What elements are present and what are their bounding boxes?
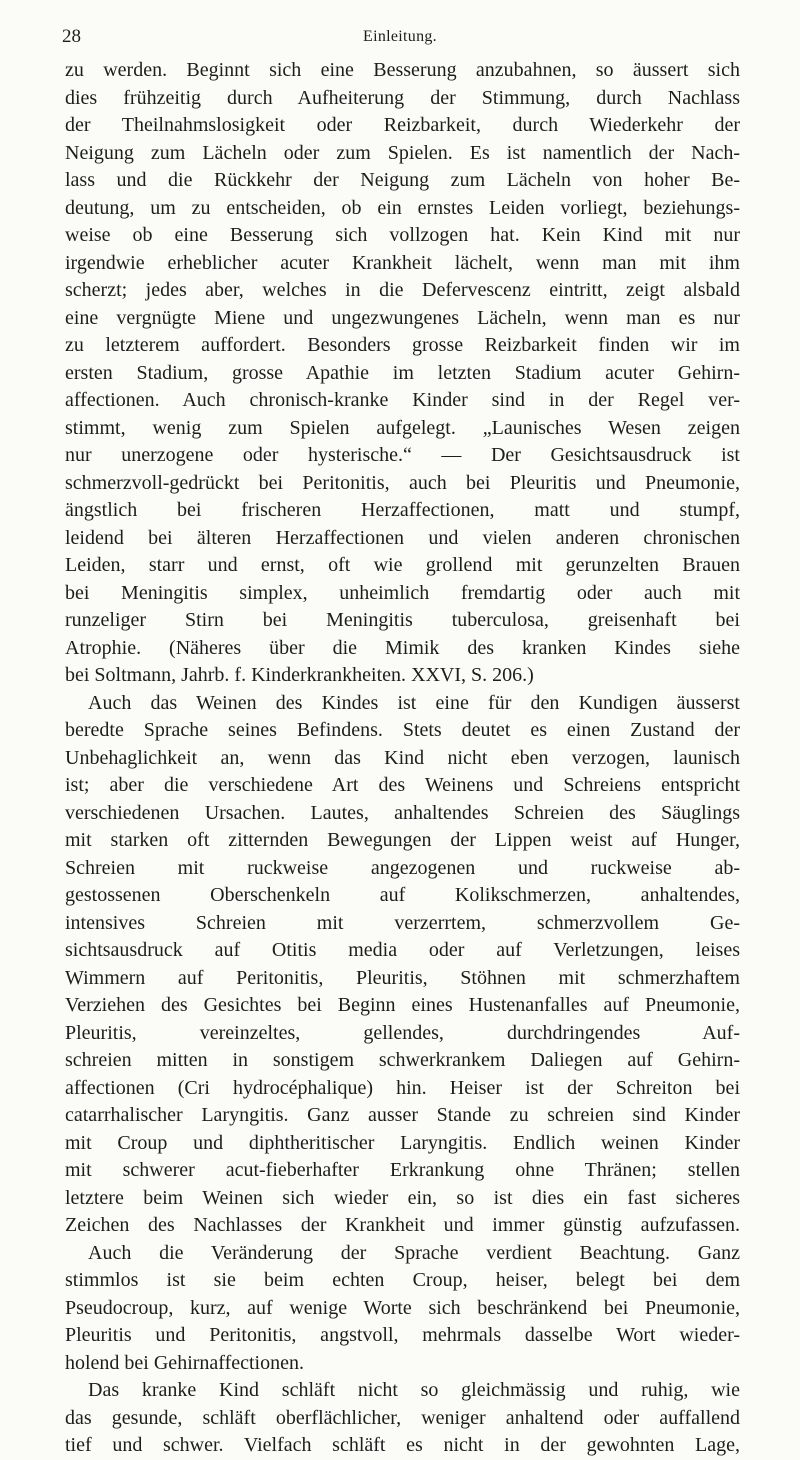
text-line: catarrhalischer Laryngitis. Ganz ausser Stande zu schreien sind Kinder (65, 1104, 740, 1126)
text-line: das gesunde, schläft oberflächlicher, weniger anhaltend oder auffallend (65, 1406, 740, 1429)
text-line: Wimmern auf Peritonitis, Pleuritis, Stöhnen mit schmerzhaftem (65, 966, 740, 989)
text-line: gestossenen Oberschenkeln auf Kolikschmerzen, anhaltendes, (65, 884, 740, 906)
text-line: Neigung zum Lächeln oder zum Spielen. Es ist namentlich der Nach- (65, 141, 740, 164)
text-line: affectionen. Auch chronisch-kranke Kinder sind in der Regel ver- (65, 389, 740, 411)
text-line: tief und schwer. Vielfach schläft es nicht in der gewohnten Lage, (65, 1434, 740, 1456)
text-line: Auch die Veränderung der Sprache verdient Beachtung. Ganz (88, 1241, 740, 1264)
text-line: zu werden. Beginnt sich eine Besserung anzubahnen, so äussert sich (65, 59, 740, 81)
text-line: ängstlich bei frischeren Herzaffectionen, matt und stumpf, (65, 499, 740, 521)
text-line: eine vergnügte Miene und ungezwungenes Lächeln, wenn man es nur (65, 306, 740, 329)
text-line: stimmt, wenig zum Spielen aufgelegt. „Launisches Wesen zeigen (65, 416, 740, 439)
page-number: 28 (62, 26, 81, 47)
text-line: letztere beim Weinen sich wieder ein, so ist dies ein fast sicheres (65, 1186, 740, 1209)
text-line: beredte Sprache seines Befindens. Stets deutet es einen Zustand der (65, 719, 740, 741)
text-line: verschiedenen Ursachen. Lautes, anhaltendes Schreien des Säuglings (65, 801, 740, 824)
text-line: runzeliger Stirn bei Meningitis tuberculosa, greisenhaft bei (65, 609, 740, 631)
text-line: mit Croup und diphtheritischer Laryngitis. Endlich weinen Kinder (65, 1131, 740, 1154)
text-line: mit schwerer acut-fieberhafter Erkrankung ohne Thränen; stellen (65, 1159, 740, 1181)
text-line: Schreien mit ruckweise angezogenen und ruckweise ab- (65, 856, 740, 879)
text-line: dies frühzeitig durch Aufheiterung der Stimmung, durch Nachlass (65, 86, 740, 109)
text-line: ist; aber die verschiedene Art des Weinens und Schreiens entspricht (65, 774, 740, 796)
text-line: Leiden, starr und ernst, oft wie grollend mit gerunzelten Brauen (65, 554, 740, 576)
running-head: Einleitung. (363, 28, 437, 45)
text-line: affectionen (Cri hydrocéphalique) hin. Heiser ist der Schreiton bei (65, 1076, 740, 1099)
text-line: der Theilnahmslosigkeit oder Reizbarkeit, durch Wiederkehr der (65, 114, 740, 136)
text-line: Pleuritis, vereinzeltes, gellendes, durchdringendes Auf- (65, 1021, 740, 1044)
text-line: Atrophie. (Näheres über die Mimik des kranken Kindes siehe (65, 636, 740, 659)
text-line: scherzt; jedes aber, welches in die Defervescenz eintritt, zeigt alsbald (65, 279, 740, 301)
text-line: Pleuritis und Peritonitis, angstvoll, mehrmals dasselbe Wort wieder- (65, 1324, 740, 1346)
text-line: zu letzterem auffordert. Besonders grosse Reizbarkeit finden wir im (65, 334, 740, 356)
text-line: leidend bei älteren Herzaffectionen und vielen anderen chronischen (65, 526, 740, 549)
text-line: Zeichen des Nachlasses der Krankheit und immer günstig aufzufassen. (65, 1214, 740, 1236)
text-line: mit starken oft zitternden Bewegungen der Lippen weist auf Hunger, (65, 829, 740, 851)
text-line: Unbehaglichkeit an, wenn das Kind nicht eben verzogen, launisch (65, 746, 740, 769)
text-line: lass und die Rückkehr der Neigung zum Lächeln von hoher Be- (65, 169, 740, 191)
text-line: weise ob eine Besserung sich vollzogen hat. Kein Kind mit nur (65, 224, 740, 246)
text-line: Verziehen des Gesichtes bei Beginn eines Hustenanfalles auf Pneumonie, (65, 994, 740, 1016)
text-line: sichtsausdruck auf Otitis media oder auf Verletzungen, leises (65, 939, 740, 961)
page-header (62, 26, 738, 52)
text-line: ersten Stadium, grosse Apathie im letzten Stadium acuter Gehirn- (65, 361, 740, 384)
text-line: intensives Schreien mit verzerrtem, schmerzvollem Ge- (65, 911, 740, 934)
body-text (65, 57, 740, 1460)
text-line: bei Meningitis simplex, unheimlich fremdartig oder auch mit (65, 581, 740, 604)
text-line: Pseudocroup, kurz, auf wenige Worte sich beschränkend bei Pneumonie, (65, 1296, 740, 1319)
text-line: bei Soltmann, Jahrb. f. Kinderkrankheiten. XXVI, S. 206.) (65, 664, 534, 686)
text-line: deutung, um zu entscheiden, ob ein ernstes Leiden vorliegt, beziehungs- (65, 196, 740, 219)
text-line: holend bei Gehirnaffectionen. (65, 1351, 304, 1374)
text-line: Das kranke Kind schläft nicht so gleichmässig und ruhig, wie (88, 1379, 740, 1401)
text-line: irgendwie erheblicher acuter Krankheit lächelt, wenn man mit ihm (65, 251, 740, 274)
text-line: schmerzvoll-gedrückt bei Peritonitis, auch bei Pleuritis und Pneumonie, (65, 471, 740, 494)
text-line: schreien mitten in sonstigem schwerkrankem Daliegen auf Gehirn- (65, 1049, 740, 1071)
text-line: stimmlos ist sie beim echten Croup, heiser, belegt bei dem (65, 1269, 740, 1291)
text-line: nur unerzogene oder hysterische.“ — Der Gesichtsausdruck ist (65, 444, 740, 466)
text-line: Auch das Weinen des Kindes ist eine für den Kundigen äusserst (88, 691, 740, 714)
